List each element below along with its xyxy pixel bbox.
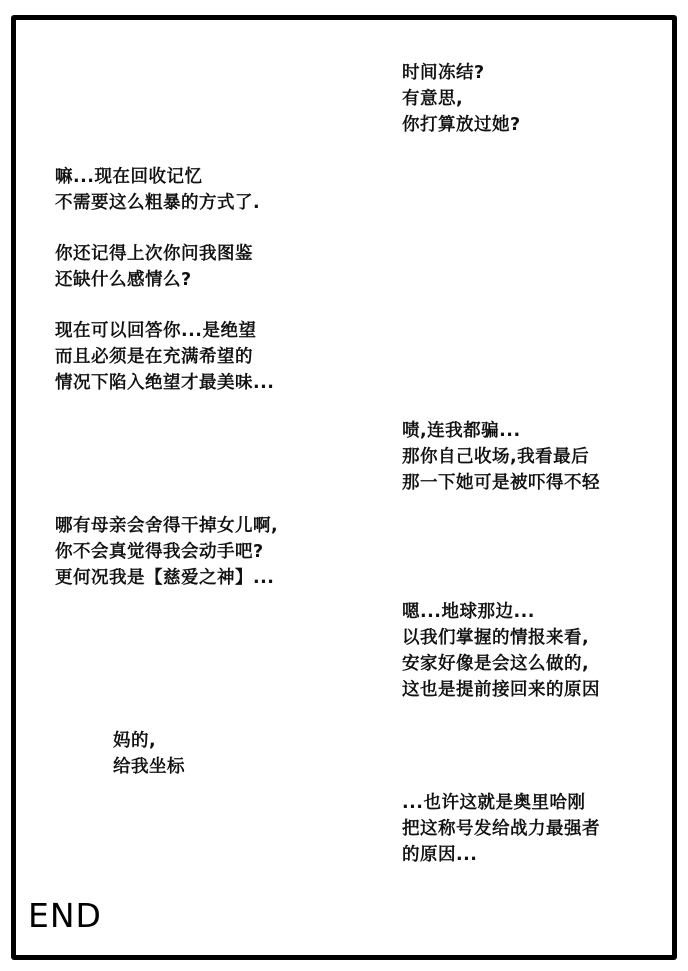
dialogue-line: 安家好像是会这么做的, (402, 654, 590, 674)
dialogue-earth-intel (402, 599, 600, 703)
dialogue-line: ...也许这就是奥里哈刚 (402, 793, 586, 813)
dialogue-mother-goddess (55, 513, 278, 591)
dialogue-line: 把这称号发给战力最强者 (402, 819, 600, 839)
dialogue-line: 不需要这么粗暴的方式了. (55, 193, 261, 213)
dialogue-line: 那你自己收场,我看最后 (402, 447, 590, 467)
dialogue-line: 嗯...地球那边... (402, 602, 535, 622)
dialogue-illustrated-guide (55, 241, 253, 293)
dialogue-line: 哪有母亲会舍得干掉女儿啊, (55, 516, 279, 536)
dialogue-line: 你还记得上次你问我图鉴 (55, 244, 253, 264)
end-label: END (28, 896, 102, 935)
dialogue-line: 还缺什么感情么? (55, 270, 192, 290)
dialogue-deceived (402, 418, 600, 496)
dialogue-line: 的原因... (402, 845, 478, 865)
dialogue-line: 妈的, (113, 731, 157, 751)
dialogue-line: 更何况我是【慈爱之神】... (55, 568, 275, 588)
dialogue-line: 而且必须是在充满希望的 (55, 347, 253, 367)
dialogue-despair-answer (55, 318, 274, 396)
dialogue-line: 那一下她可是被吓得不轻 (402, 473, 600, 493)
dialogue-memory-recovery (55, 164, 260, 216)
dialogue-time-freeze (402, 60, 521, 138)
dialogue-line: 你不会真觉得我会动手吧? (55, 542, 264, 562)
dialogue-orichalcum-title (402, 790, 600, 868)
dialogue-line: 给我坐标 (113, 757, 185, 777)
dialogue-line: 有意思, (402, 89, 464, 109)
dialogue-line: 情况下陷入绝望才最美味... (55, 373, 275, 393)
dialogue-line: 这也是提前接回来的原因 (402, 680, 600, 700)
dialogue-line: 时间冻结? (402, 63, 485, 83)
dialogue-line: 你打算放过她? (402, 115, 521, 135)
dialogue-coordinates (113, 728, 185, 780)
dialogue-line: 嘛...现在回收记忆 (55, 167, 203, 187)
dialogue-line: 啧,连我都骗... (402, 421, 521, 441)
dialogue-line: 以我们掌握的情报来看, (402, 628, 590, 648)
dialogue-line: 现在可以回答你...是绝望 (55, 321, 257, 341)
